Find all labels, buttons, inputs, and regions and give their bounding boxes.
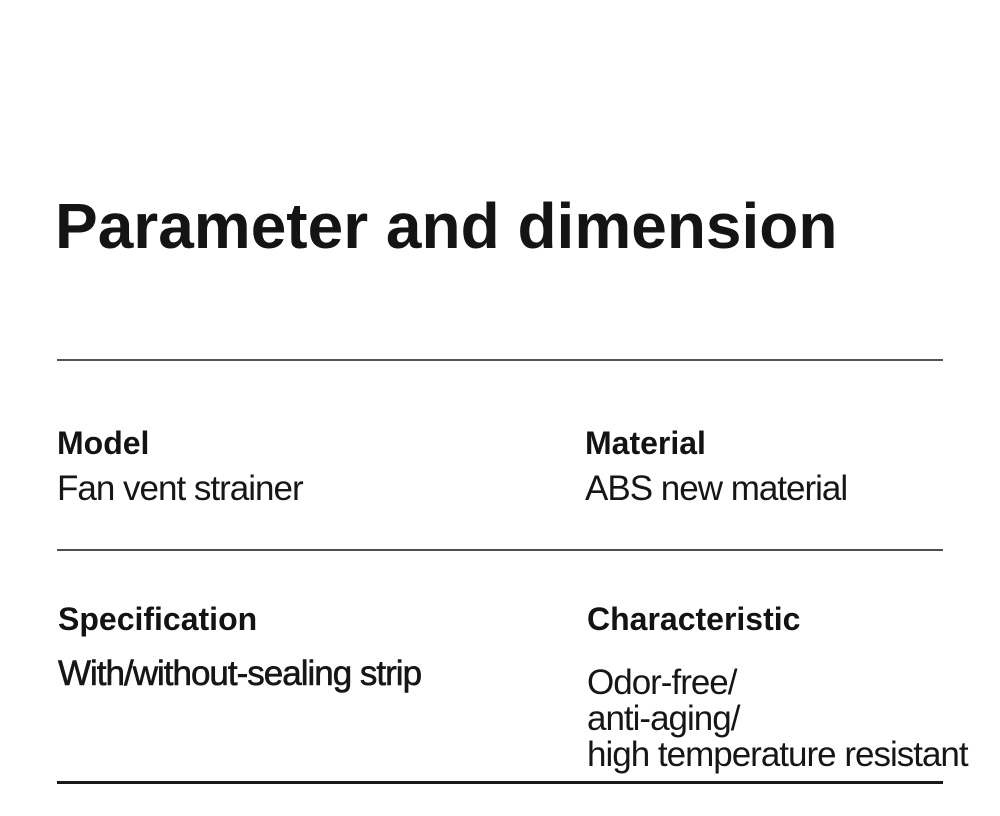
specification-cell [58,600,421,692]
characteristic-value-line-2: anti-aging/ [587,699,740,738]
material-label: Material [585,425,706,461]
model-label: Model [57,425,150,461]
characteristic-value-line-1: Odor-free/ [587,663,737,702]
specification-value: With/without-sealing strip [58,654,422,693]
characteristic-value-line-3: high temperature resistant [587,735,968,774]
divider-middle [57,549,943,551]
material-value: ABS new material [585,469,848,508]
page-title: Parameter and dimension [55,190,838,262]
characteristic-cell [587,600,968,773]
characteristic-value [587,665,968,773]
divider-bottom [57,781,943,784]
material-cell [585,424,847,507]
divider-top [57,359,943,361]
model-value: Fan vent strainer [57,469,303,508]
specification-label: Specification [58,601,258,637]
characteristic-label: Characteristic [587,601,801,637]
model-cell [57,424,303,507]
